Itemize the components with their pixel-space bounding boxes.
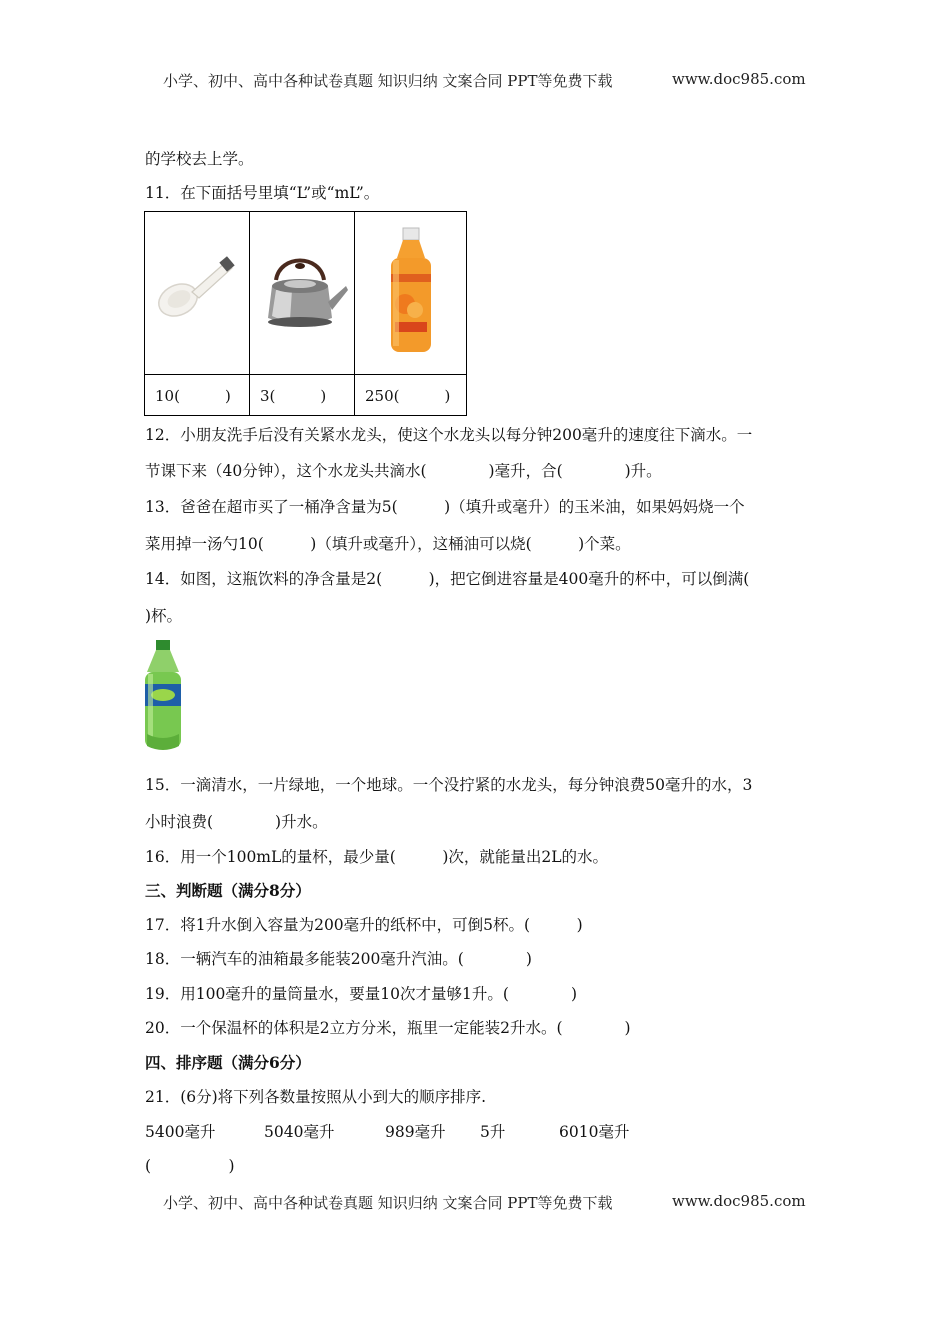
q11-answer-juice[interactable]: 250( ): [355, 375, 467, 416]
q21-value-3: 989毫升: [385, 1123, 446, 1141]
question-17: 17．将1升水倒入容量为200毫升的纸杯中，可倒5杯。( ): [145, 916, 583, 934]
question-12-line1: 12．小朋友洗手后没有关紧水龙头，使这个水龙头以每分钟200毫升的速度往下滴水。一: [145, 426, 753, 444]
question-13-line1: 13．爸爸在超市买了一桶净含量为5( )（填升或毫升）的玉米油，如果妈妈烧一个: [145, 498, 745, 516]
soda-bottle-icon: [141, 638, 185, 752]
question-14-line2: )杯。: [145, 607, 183, 625]
q21-value-5: 6010毫升: [559, 1123, 630, 1141]
q21-answer[interactable]: ( ): [145, 1157, 235, 1175]
q11-cell-kettle: [250, 212, 355, 375]
question-20: 20．一个保温杯的体积是2立方分米，瓶里一定能装2升水。( ): [145, 1019, 631, 1037]
spoon-icon: [152, 246, 242, 336]
header-url: www.doc985.com: [672, 70, 806, 88]
q21-value-4: 5升: [480, 1123, 506, 1141]
question-16: 16．用一个100mL的量杯，最少量( )次，就能量出2L的水。: [145, 848, 609, 866]
footer-url: www.doc985.com: [672, 1192, 806, 1210]
continuation-text: 的学校去上学。: [145, 150, 254, 168]
q11-table: [144, 211, 467, 416]
question-18: 18．一辆汽车的油箱最多能装200毫升汽油。( ): [145, 950, 532, 968]
question-15-line2: 小时浪费( )升水。: [145, 813, 328, 831]
kettle-icon: [254, 246, 350, 336]
header-text: 小学、初中、高中各种试卷真题 知识归纳 文案合同 PPT等免费下载: [163, 72, 613, 90]
question-12-line2: 节课下来（40分钟），这个水龙头共滴水( )毫升，合( )升。: [145, 462, 662, 480]
footer-text: 小学、初中、高中各种试卷真题 知识归纳 文案合同 PPT等免费下载: [163, 1194, 613, 1212]
q11-answer-spoon[interactable]: 10( ): [145, 375, 250, 416]
question-19: 19．用100毫升的量筒量水，要量10次才量够1升。( ): [145, 985, 577, 1003]
question-14-line1: 14．如图，这瓶饮料的净含量是2( )，把它倒进容量是400毫升的杯中，可以倒满(: [145, 570, 750, 588]
section-3-title: 三、判断题（满分8分）: [145, 881, 311, 900]
q11-answer-kettle[interactable]: 3( ): [250, 375, 355, 416]
q11-cell-spoon: [145, 212, 250, 375]
question-13-line2: 菜用掉一汤勺10( )（填升或毫升），这桶油可以烧( )个菜。: [145, 535, 631, 553]
juice-bottle-icon: [381, 226, 441, 356]
q21-value-1: 5400毫升: [145, 1123, 216, 1141]
question-15-line1: 15．一滴清水，一片绿地，一个地球。一个没拧紧的水龙头，每分钟浪费50毫升的水，3: [145, 776, 753, 794]
q21-value-2: 5040毫升: [264, 1123, 335, 1141]
q11-cell-juice: [355, 212, 467, 375]
question-21: 21．(6分)将下列各数量按照从小到大的顺序排序.: [145, 1088, 487, 1106]
section-4-title: 四、排序题（满分6分）: [145, 1053, 311, 1072]
question-11: 11．在下面括号里填“L”或“mL”。: [145, 184, 380, 202]
